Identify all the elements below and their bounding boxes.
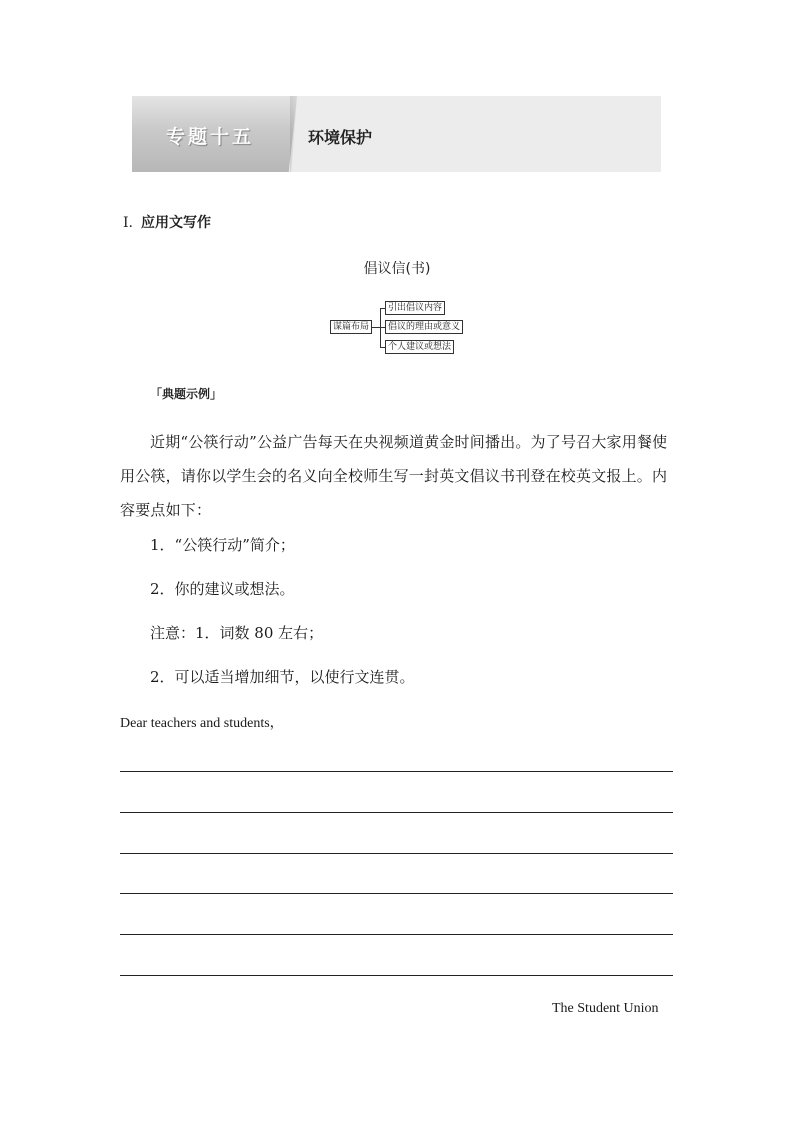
prompt-note: 注意：1．词数 80 左右； <box>150 624 324 642</box>
topic-number-label: 专题十五 <box>166 126 255 148</box>
answer-line[interactable] <box>120 934 673 935</box>
prompt-paragraph: 近期“公筷行动”公益广告每天在央视频道黄金时间播出。为了号召大家用餐使用公筷，请你以学生会的名义向全校师生写一封英文倡议书刊登在校英文报上。内容要点如下： <box>120 433 668 519</box>
letter-salutation: Dear teachers and students， <box>120 716 284 731</box>
topic-title: 环境保护 <box>308 128 373 147</box>
prompt-point: 1．“公筷行动”简介； <box>150 536 295 554</box>
document-title: 倡议信(书) <box>363 261 431 277</box>
answer-line[interactable] <box>120 975 673 976</box>
diagram-connector <box>372 327 380 328</box>
prompt-point: 2．你的建议或想法。 <box>150 580 295 598</box>
answer-line[interactable] <box>120 771 673 772</box>
diagram-branch-box: 倡议的理由或意义 <box>385 320 463 334</box>
answer-line[interactable] <box>120 812 673 813</box>
diagram-root-box: 谋篇布局 <box>330 320 372 334</box>
banner-tab-shadow <box>290 96 302 172</box>
example-tag: 「典题示例」 <box>150 387 223 401</box>
structure-diagram <box>330 298 470 358</box>
diagram-branch-box: 引出倡议内容 <box>385 301 445 315</box>
letter-signature: The Student Union <box>552 1001 659 1016</box>
prompt-note: 2．可以适当增加细节，以使行文连贯。 <box>150 668 415 686</box>
answer-line[interactable] <box>120 853 673 854</box>
answer-line[interactable] <box>120 893 673 894</box>
diagram-branch-box: 个人建议或想法 <box>385 340 454 354</box>
section-title: 应用文写作 <box>140 215 211 231</box>
topic-banner <box>132 96 661 172</box>
section-heading <box>123 212 211 232</box>
diagram-bracket <box>380 308 381 348</box>
section-number: Ⅰ. <box>123 215 133 231</box>
